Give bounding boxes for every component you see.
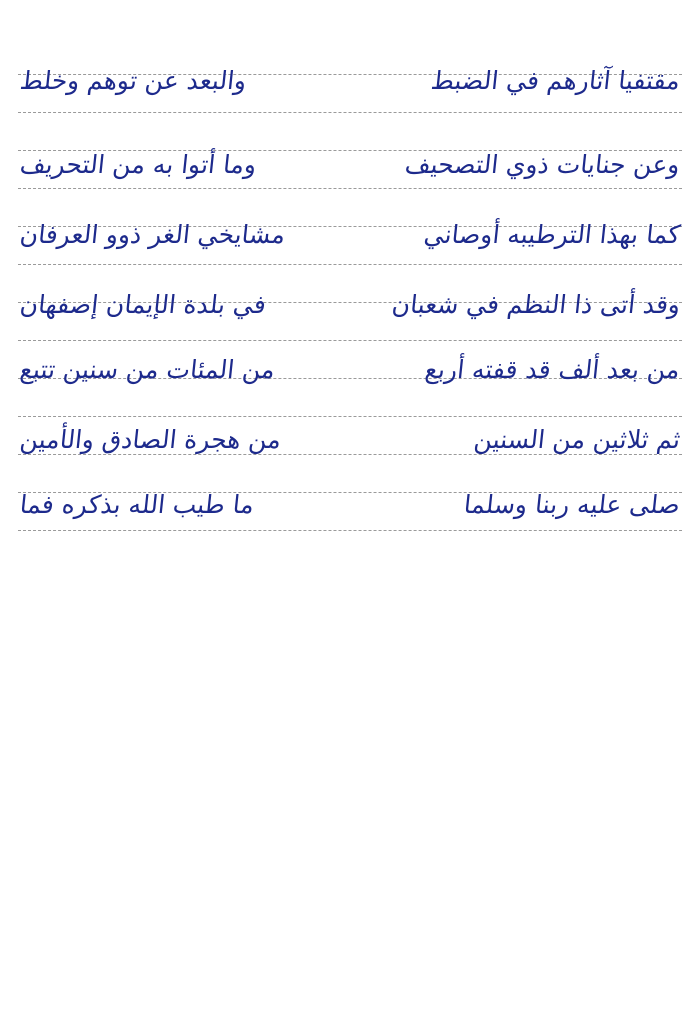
ruled-line	[18, 264, 682, 265]
verse-left-hemistich: مشايخي الغر ذوو العرفان	[18, 220, 287, 249]
ruled-line	[18, 530, 682, 531]
verse-left-hemistich: والبعد عن توهم وخلط	[18, 66, 248, 95]
verse-right-hemistich: من بعد ألف قد قفته أربع	[423, 355, 682, 384]
verse-right-hemistich: صلى عليه ربنا وسلما	[462, 490, 682, 519]
verse-left-hemistich: ما طيب الله بذكره فما	[18, 490, 256, 519]
ruled-line	[18, 416, 682, 417]
verse-left-hemistich: وما أتوا به من التحريف	[18, 150, 258, 179]
verse-line	[20, 66, 680, 95]
verse-line	[20, 150, 680, 179]
verse-right-hemistich: كما بهذا الترطيبه أوصاني	[422, 220, 682, 249]
verse-line	[20, 355, 680, 384]
ruled-line	[18, 188, 682, 189]
verse-line	[20, 425, 680, 454]
verse-line	[20, 220, 680, 249]
ruled-line	[18, 340, 682, 341]
verse-line	[20, 290, 680, 319]
verse-right-hemistich: مقتفيا آثارهم في الضبط	[429, 66, 682, 95]
ruled-line	[18, 454, 682, 455]
verse-right-hemistich: ثم ثلاثين من السنين	[472, 425, 682, 454]
verse-line	[20, 490, 680, 519]
verse-right-hemistich: وقد أتى ذا النظم في شعبان	[390, 290, 682, 319]
ruled-line	[18, 112, 682, 113]
verse-left-hemistich: من المئات من سنين تتبع	[18, 355, 277, 384]
verse-right-hemistich: وعن جنايات ذوي التصحيف	[403, 150, 682, 179]
verse-left-hemistich: من هجرة الصادق والأمين	[18, 425, 283, 454]
verse-left-hemistich: في بلدة الإيمان إصفهان	[18, 290, 268, 319]
